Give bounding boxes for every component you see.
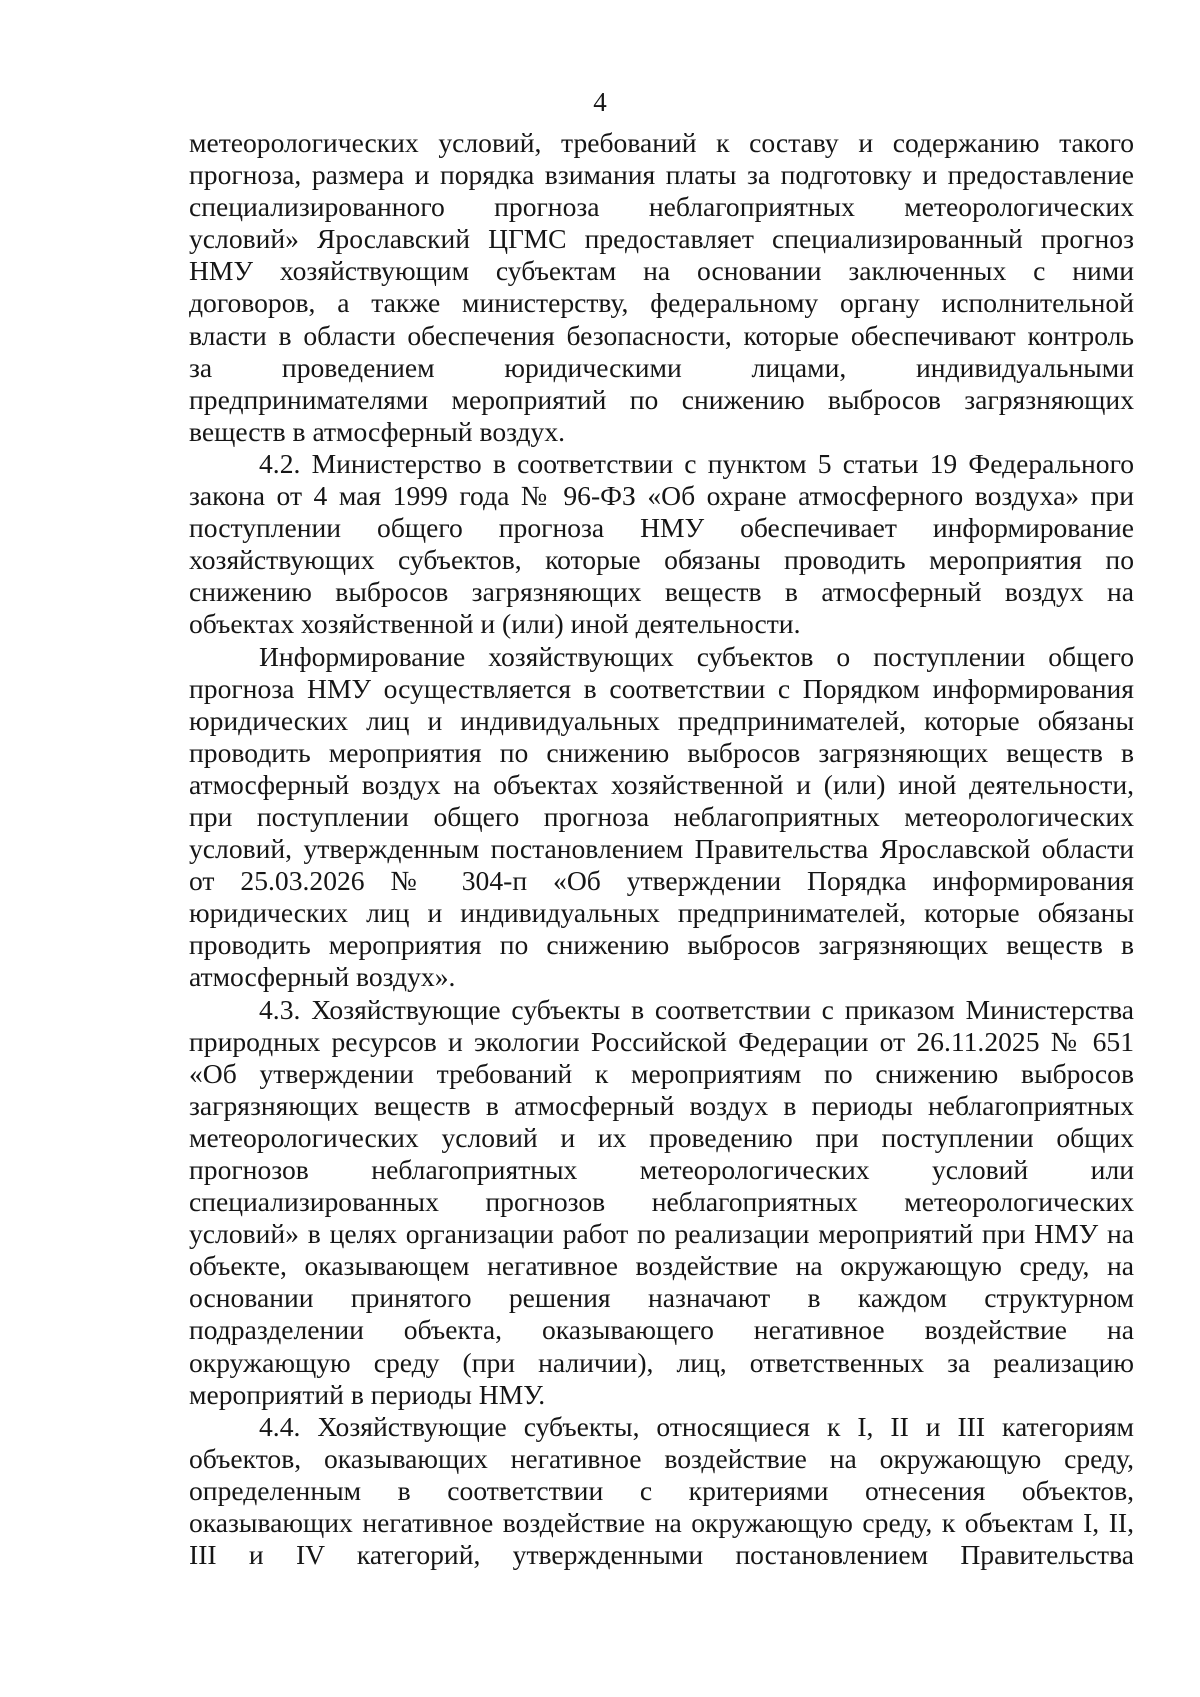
text-line: 4.4. Хозяйствующие субъекты, относящиеся к I, II и III категориям: [259, 1410, 1134, 1442]
text-line: юридических лиц и индивидуальных предпринимателей, которые обязаны: [189, 704, 1134, 736]
text-line: специализированных прогнозов неблагоприятных метеорологических: [189, 1186, 1134, 1218]
text-line: предпринимателями мероприятий по снижению выбросов загрязняющих: [189, 383, 1134, 415]
text-line: Информирование хозяйствующих субъектов о поступлении общего: [259, 640, 1134, 672]
text-line: специализированного прогноза неблагоприятных метеорологических: [189, 191, 1134, 223]
paragraph: [189, 641, 1134, 994]
text-line: основании принятого решения назначают в каждом структурном: [189, 1282, 1134, 1314]
text-line: НМУ хозяйствующим субъектам на основании заключенных с ними: [189, 255, 1134, 287]
page-number: 4: [593, 87, 607, 117]
text-line: оказывающих негативное воздействие на окружающую среду, к объектам I, II,: [189, 1507, 1134, 1539]
text-line: 4.3. Хозяйствующие субъекты в соответствии с приказом Министерства: [259, 993, 1134, 1025]
text-line: юридических лиц и индивидуальных предпринимателей, которые обязаны: [189, 897, 1134, 929]
text-line: атмосферный воздух».: [189, 961, 456, 993]
text-line: прогноза НМУ осуществляется в соответствии с Порядком информирования: [189, 672, 1134, 704]
paragraph: [189, 448, 1134, 641]
text-line: от 25.03.2026 № 304-п «Об утверждении Порядка информирования: [189, 865, 1134, 897]
paragraph: [189, 1411, 1134, 1571]
document-body: [189, 127, 1134, 1571]
text-line: 4.2. Министерство в соответствии с пунктом 5 статьи 19 Федерального: [259, 447, 1134, 479]
text-line: проводить мероприятия по снижению выбросов загрязняющих веществ в: [189, 736, 1134, 768]
text-line: объекте, оказывающем негативное воздействие на окружающую среду, на: [189, 1250, 1134, 1282]
paragraph: [189, 127, 1134, 448]
text-line: поступлении общего прогноза НМУ обеспечивает информирование: [189, 512, 1134, 544]
text-line: условий» Ярославский ЦГМС предоставляет специализированный прогноз: [189, 223, 1134, 255]
text-line: «Об утверждении требований к мероприятиям по снижению выбросов: [189, 1057, 1134, 1089]
text-line: хозяйствующих субъектов, которые обязаны проводить мероприятия по: [189, 544, 1134, 576]
text-line: прогноза, размера и порядка взимания платы за подготовку и предоставление: [189, 159, 1134, 191]
text-line: за проведением юридическими лицами, индивидуальными: [189, 351, 1134, 383]
text-line: закона от 4 мая 1999 года № 96-ФЗ «Об охране атмосферного воздуха» при: [189, 480, 1134, 512]
text-line: прогнозов неблагоприятных метеорологических условий или: [189, 1154, 1134, 1185]
text-line: проводить мероприятия по снижению выбросов загрязняющих веществ в: [189, 929, 1134, 961]
text-line: договоров, а также министерству, федеральному органу исполнительной: [189, 287, 1134, 319]
text-line: метеорологических условий, требований к составу и содержанию такого: [189, 127, 1134, 158]
text-line: метеорологических условий и их проведению при поступлении общих: [189, 1121, 1134, 1153]
text-line: объектах хозяйственной и (или) иной деятельности.: [189, 608, 801, 640]
text-line: природных ресурсов и экологии Российской Федерации от 26.11.2025 № 651: [189, 1025, 1134, 1057]
text-line: загрязняющих веществ в атмосферный воздух в периоды неблагоприятных: [189, 1089, 1134, 1121]
text-line: власти в области обеспечения безопасности, которые обеспечивают контроль: [189, 319, 1134, 351]
text-line: при поступлении общего прогноза неблагоприятных метеорологических: [189, 800, 1134, 832]
text-line: определенным в соответствии с критериями отнесения объектов,: [189, 1474, 1134, 1506]
text-line: III и IV категорий, утвержденными постановлением Правительства: [189, 1539, 1134, 1571]
paragraph: [189, 994, 1134, 1411]
text-line: веществ в атмосферный воздух.: [189, 415, 566, 447]
text-line: снижению выбросов загрязняющих веществ в атмосферный воздух на: [189, 576, 1134, 608]
text-line: мероприятий в периоды НМУ.: [189, 1378, 546, 1410]
text-line: условий» в целях организации работ по реализации мероприятий при НМУ на: [189, 1218, 1134, 1250]
text-line: окружающую среду (при наличии), лиц, ответственных за реализацию: [189, 1346, 1134, 1378]
text-line: подразделении объекта, оказывающего негативное воздействие на: [189, 1314, 1134, 1346]
text-line: объектов, оказывающих негативное воздействие на окружающую среду,: [189, 1442, 1134, 1474]
text-line: атмосферный воздух на объектах хозяйственной и (или) иной деятельности,: [189, 768, 1134, 800]
text-line: условий, утвержденным постановлением Правительства Ярославской области: [189, 833, 1134, 865]
